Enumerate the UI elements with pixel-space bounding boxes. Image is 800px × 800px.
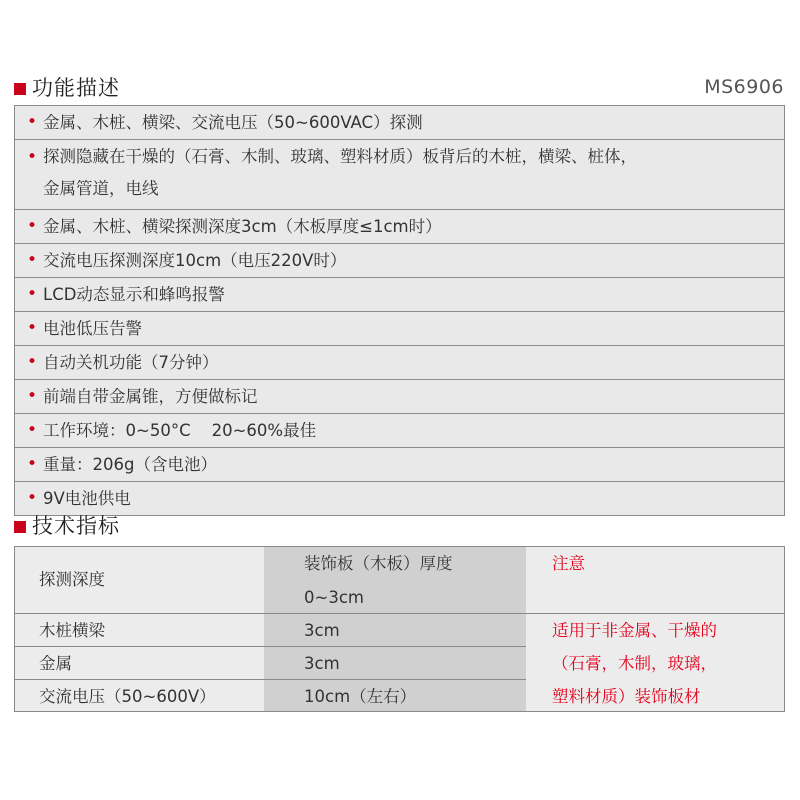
feature-item: [15, 139, 784, 209]
spec-table: [14, 546, 785, 712]
feature-text: 前端自带金属锥，方便做标记: [43, 387, 258, 406]
model-number: MS6906: [704, 76, 784, 98]
section-header-specs: [14, 510, 120, 540]
section-title-specs: 技术指标: [32, 514, 120, 538]
section-marker-icon: [14, 83, 26, 95]
spec-note-line: 塑料材质）装饰板材: [552, 687, 701, 706]
bullet-icon: •: [27, 488, 38, 508]
feature-item: [15, 379, 784, 413]
bullet-icon: •: [27, 250, 38, 270]
feature-item: [15, 209, 784, 243]
row-divider: [15, 646, 526, 647]
feature-text: 交流电压探测深度10cm（电压220V时）: [43, 251, 347, 270]
section-title-features: 功能描述: [32, 76, 120, 100]
spec-row-label: 金属: [39, 654, 72, 673]
bullet-icon: •: [27, 386, 38, 406]
feature-item: [15, 481, 784, 515]
section-marker-icon: [14, 521, 26, 533]
spec-row-value: 3cm: [304, 654, 340, 673]
row-divider: [15, 613, 526, 614]
bullet-icon: •: [27, 420, 38, 440]
bullet-icon: •: [27, 352, 38, 372]
feature-text-line: 探测隐藏在干燥的（石膏、木制、玻璃、塑料材质）板背后的木桩，横梁、桩体，: [43, 147, 637, 166]
bullet-icon: •: [27, 216, 38, 236]
bullet-icon: •: [27, 147, 38, 167]
feature-text: 9V电池供电: [43, 489, 131, 508]
bullet-icon: •: [27, 454, 38, 474]
feature-item: [15, 243, 784, 277]
feature-text: 金属、木桩、横梁、交流电压（50~600VAC）探测: [43, 113, 423, 132]
feature-text: [43, 141, 637, 205]
feature-text-line: 金属管道，电线: [43, 179, 159, 198]
feature-item: [15, 277, 784, 311]
feature-text: LCD动态显示和蜂鸣报警: [43, 285, 225, 304]
spec-header-col2-line1: 装饰板（木板）厚度: [304, 554, 453, 573]
feature-text: 自动关机功能（7分钟）: [43, 353, 219, 372]
spec-row-label: 木桩横梁: [39, 621, 105, 640]
feature-text: 电池低压告警: [43, 319, 142, 338]
spec-header-col2-line2: 0~3cm: [304, 588, 364, 607]
section-header-features: [14, 72, 120, 102]
bullet-icon: •: [27, 112, 38, 132]
bullet-icon: •: [27, 284, 38, 304]
feature-text: 重量：206g（含电池）: [43, 455, 217, 474]
spec-row-label: 交流电压（50~600V）: [39, 687, 216, 706]
row-divider: [15, 679, 526, 680]
row-divider: [526, 613, 784, 614]
spec-row-value: 3cm: [304, 621, 340, 640]
bullet-icon: •: [27, 318, 38, 338]
feature-item: [15, 311, 784, 345]
feature-item: [15, 345, 784, 379]
feature-item: [15, 106, 784, 139]
spec-note-line: （石膏，木制，玻璃，: [552, 654, 717, 673]
feature-item: [15, 413, 784, 447]
feature-text: 金属、木桩、横梁探测深度3cm（木板厚度≤1cm时）: [43, 217, 442, 236]
feature-list: [14, 105, 785, 516]
spec-header-label: 探测深度: [39, 570, 105, 589]
feature-item: [15, 447, 784, 481]
feature-text: 工作环境：0~50°C 20~60%最佳: [43, 421, 317, 440]
spec-note-line: 适用于非金属、干燥的: [552, 621, 717, 640]
spec-header-note: 注意: [552, 554, 585, 573]
spec-row-value: 10cm（左右）: [304, 687, 417, 706]
